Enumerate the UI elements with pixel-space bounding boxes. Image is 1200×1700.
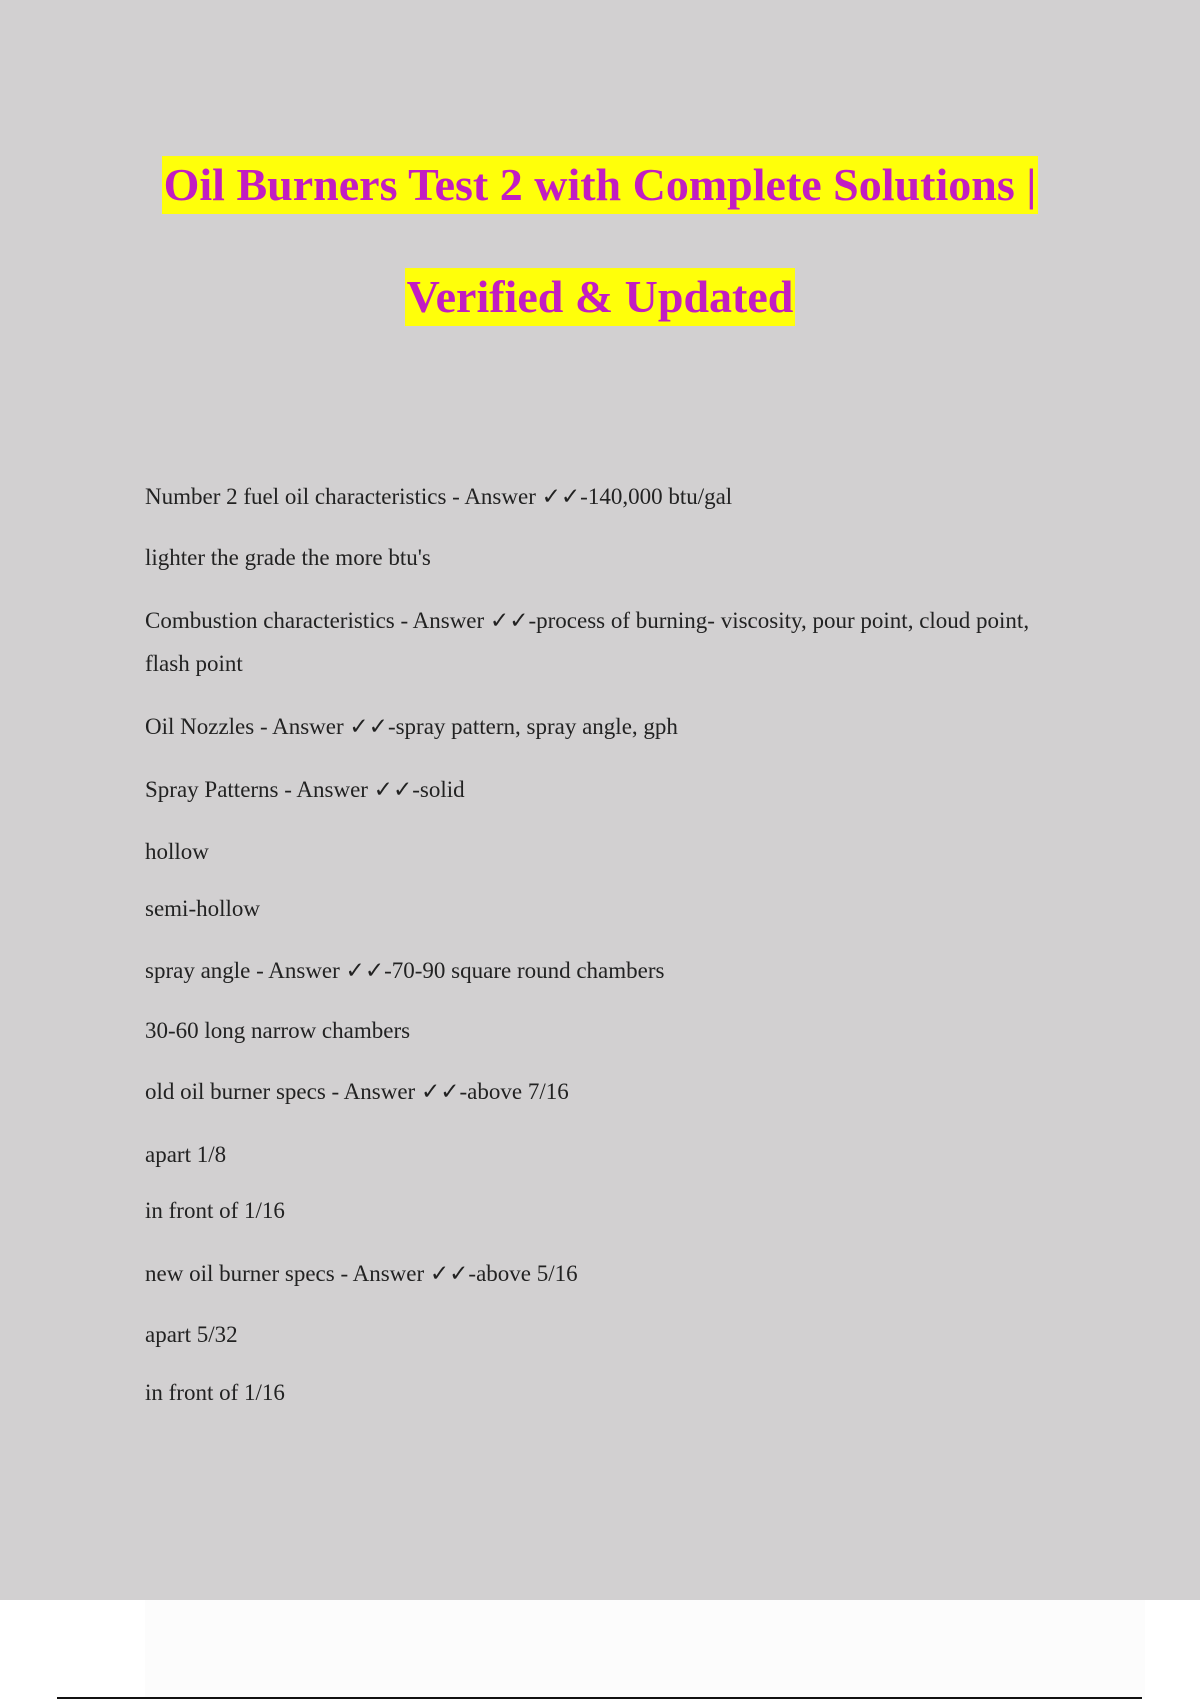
title-line-1-wrap <box>0 140 1200 252</box>
text-line: old oil burner specs - Answer ✓✓-above 7/16 <box>145 1079 569 1104</box>
text-line: semi-hollow <box>145 896 260 921</box>
document-title <box>0 140 1200 364</box>
text-line: flash point <box>145 651 243 676</box>
text-line: apart 5/32 <box>145 1322 238 1347</box>
text-line: Combustion characteristics - Answer ✓✓-process of burning- viscosity, pour point, cloud point, <box>145 608 1030 633</box>
text-line: Number 2 fuel oil characteristics - Answer ✓✓-140,000 btu/gal <box>145 484 733 509</box>
text-line: Oil Nozzles - Answer ✓✓-spray pattern, spray angle, gph <box>145 714 678 739</box>
title-line-2-wrap <box>0 252 1200 364</box>
text-line: in front of 1/16 <box>145 1380 285 1405</box>
text-line: apart 1/8 <box>145 1142 227 1167</box>
text-line: lighter the grade the more btu's <box>145 545 431 570</box>
text-line: in front of 1/16 <box>145 1198 285 1223</box>
text-line: Spray Patterns - Answer ✓✓-solid <box>145 777 465 802</box>
text-line: spray angle - Answer ✓✓-70-90 square round chambers <box>145 958 665 983</box>
text-line: new oil burner specs - Answer ✓✓-above 5/16 <box>145 1261 578 1286</box>
text-line: 30-60 long narrow chambers <box>145 1018 411 1043</box>
text-line: hollow <box>145 839 209 864</box>
page-divider <box>57 1697 1142 1699</box>
next-page-band <box>145 1600 1145 1698</box>
title-line-1: Oil Burners Test 2 with Complete Solutions | <box>162 156 1039 214</box>
title-line-2: Verified & Updated <box>405 268 796 326</box>
